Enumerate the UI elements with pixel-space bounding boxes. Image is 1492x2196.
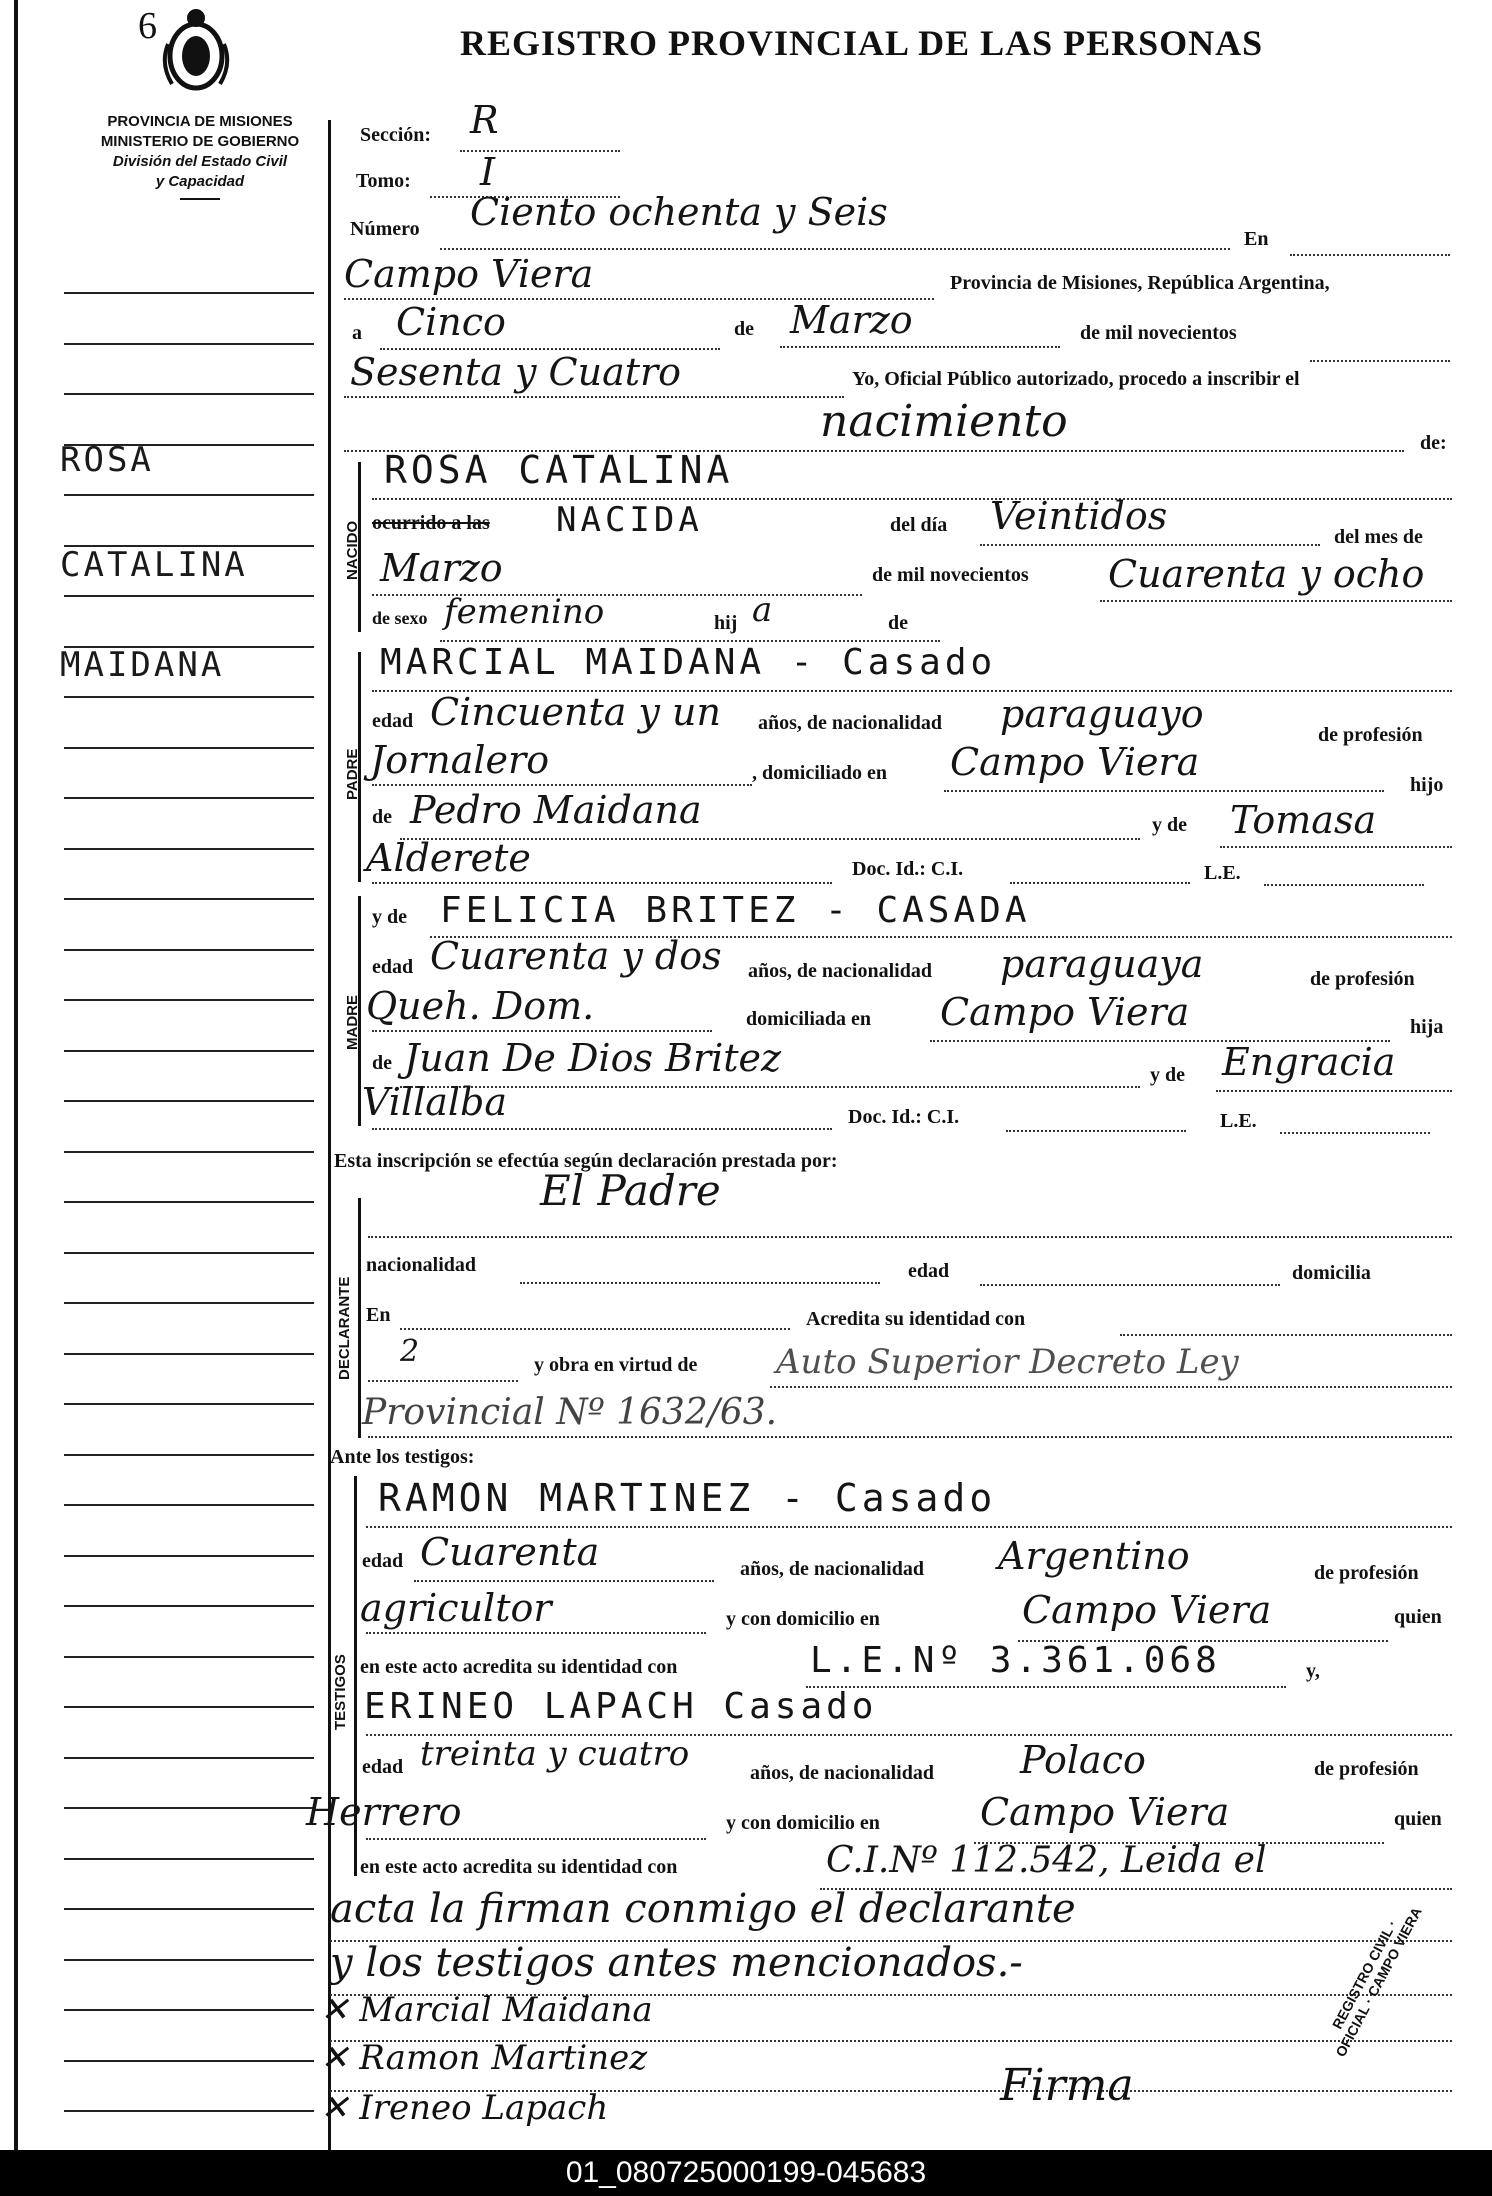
label-de-colon: de: [1420, 432, 1447, 454]
stub-line [64, 595, 314, 597]
label-en: En [1244, 228, 1269, 250]
value-declarante-obra: Auto Superior Decreto Ley [776, 1342, 1239, 1382]
label-madre-y-de: y de [372, 906, 407, 928]
value-cierre-1: acta la firman conmigo el declarante [330, 1886, 1076, 1932]
label-y-comma: y, [1306, 1660, 1320, 1682]
value-cierre-2: y los testigos antes mencionados.- [330, 1940, 1023, 1986]
value-madre-nacionalidad: paraguaya [1000, 942, 1204, 986]
stub-line [64, 494, 314, 496]
value-numero: Ciento ochenta y Seis [470, 190, 888, 234]
label-padre-le: L.E. [1204, 862, 1241, 884]
value-padre-madre-ap: Alderete [366, 836, 531, 880]
stub-line [64, 848, 314, 850]
issuer-line-3: División del Estado Civil [112, 153, 288, 170]
value-mes: Marzo [790, 298, 913, 342]
stub-line [64, 2110, 314, 2112]
label-t1-profesion: de profesión [1314, 1562, 1419, 1584]
line-madre-ci [1006, 1130, 1186, 1132]
stub-line [64, 2009, 314, 2011]
stub-line [64, 1757, 314, 1759]
line-dia-nac [980, 544, 1320, 546]
label-hijo: hijo [1410, 774, 1444, 796]
line-t1-profesion [366, 1632, 706, 1634]
line-t1-edad [414, 1580, 714, 1582]
stub-line [64, 343, 314, 345]
value-declarante: El Padre [540, 1166, 721, 1215]
value-tomo: I [480, 150, 496, 194]
label-padre-de: de [372, 806, 392, 828]
value-padre-profesion: Jornalero [370, 738, 550, 782]
signature-2-text: Ramon Martinez [359, 2038, 648, 2078]
line-t2-profesion [366, 1838, 706, 1840]
stub-line [64, 1201, 314, 1203]
line-decl-obra2 [368, 1436, 1452, 1438]
signature-oficial: Firma [1000, 2060, 1134, 2111]
value-ocurrido: NACIDA [556, 500, 703, 540]
signature-1-text: Marcial Maidana [359, 1990, 653, 2030]
line-madre-le [1280, 1132, 1430, 1134]
issuer-header [60, 112, 340, 200]
label-seccion: Sección: [360, 124, 432, 146]
label-t2-domicilio: y con domicilio en [726, 1812, 880, 1834]
stub-line [64, 393, 314, 395]
label-t2-profesion: de profesión [1314, 1758, 1419, 1780]
value-padre-padre: Pedro Maidana [410, 788, 702, 832]
line-mes [780, 346, 1060, 348]
line-madre-profesion [372, 1030, 712, 1032]
label-del-mes-de: del mes de [1334, 526, 1423, 548]
issuer-line-2: MINISTERIO DE GOBIERNO [100, 133, 300, 150]
value-madre-edad: Cuarenta y dos [430, 934, 722, 978]
value-testigo1-edad: Cuarenta [420, 1530, 600, 1574]
stub-line [64, 1100, 314, 1102]
line-testigo1-nombre [366, 1526, 1452, 1528]
issuer-line-4: y Capacidad [155, 173, 245, 190]
label-de-mil: de mil novecientos [1080, 322, 1237, 344]
label-yo-oficial: Yo, Oficial Público autorizado, procedo a inscribir el [852, 368, 1300, 390]
value-padre-madre: Tomasa [1230, 798, 1377, 842]
stub-line [64, 1555, 314, 1557]
stub-line [64, 1353, 314, 1355]
stub-name-1: ROSA [60, 440, 154, 480]
label-numero: Número [350, 218, 420, 240]
stub-line [64, 949, 314, 951]
line-madre-madre [1216, 1090, 1452, 1092]
value-padre-edad: Cincuenta y un [430, 690, 721, 734]
value-madre-madre: Engracia [1222, 1040, 1396, 1084]
label-provincia: Provincia de Misiones, República Argentina, [950, 272, 1330, 294]
value-padre-nombre: MARCIAL MAIDANA - Casado [380, 642, 997, 683]
section-nacido: NACIDO [344, 520, 361, 580]
label-t1-acto: en este acto acredita su identidad con [360, 1656, 678, 1678]
value-testigo2-nombre: ERINEO LAPACH Casado [364, 1686, 878, 1727]
line-declarante [368, 1236, 1452, 1238]
line-decl-edad [980, 1284, 1280, 1286]
value-testigo2-domicilio: Campo Viera [980, 1790, 1230, 1834]
label-de-mil-nac: de mil novecientos [872, 564, 1029, 586]
line-madre-madre-ap [372, 1128, 832, 1130]
value-testigo1-domicilio: Campo Viera [1022, 1588, 1272, 1632]
value-testigo1-nombre: RAMON MARTINEZ - Casado [378, 1476, 997, 1520]
line-mil [1310, 360, 1450, 362]
label-t2-anos-nac: años, de nacionalidad [750, 1762, 934, 1784]
value-mes-nac: Marzo [380, 546, 503, 590]
label-t1-quien: quien [1394, 1606, 1442, 1628]
value-testigo2-doc: C.I.Nº 112.542, Leida el [826, 1840, 1267, 1881]
issuer-line-1: PROVINCIA DE MISIONES [107, 113, 293, 130]
line-padre-domicilio [944, 790, 1384, 792]
stub-line [64, 1050, 314, 1052]
label-t1-anos-nac: años, de nacionalidad [740, 1558, 924, 1580]
line-decl-en [400, 1328, 790, 1330]
issuer-underline [180, 198, 220, 200]
value-sexo: femenino [444, 592, 605, 632]
stub-line [64, 1504, 314, 1506]
line-anio-nac [1100, 600, 1452, 602]
label-decl-en: En [366, 1304, 391, 1326]
value-madre-nombre: FELICIA BRITEZ - CASADA [440, 890, 1031, 931]
stub-line [64, 292, 314, 294]
signature-ireneo: ✕ Ireneo Lapach [320, 2088, 609, 2128]
stub-line [64, 747, 314, 749]
label-madre-domiciliada: domiciliada en [746, 1008, 872, 1030]
label-a: a [352, 322, 362, 344]
line-decl-obra [770, 1386, 1452, 1388]
value-testigo2-nacionalidad: Polaco [1020, 1738, 1146, 1782]
label-madre-doc: Doc. Id.: C.I. [848, 1106, 960, 1128]
value-anio-nac: Cuarenta y ocho [1108, 552, 1425, 596]
section-testigos: TESTIGOS [332, 1654, 349, 1730]
label-t1-domicilio: y con domicilio en [726, 1608, 880, 1630]
label-madre-le: L.E. [1220, 1110, 1257, 1132]
line-en [1290, 254, 1450, 256]
stub-line [64, 1706, 314, 1708]
file-id-footer: 01_080725000199-045683 [0, 2150, 1492, 2196]
label-ocurrido: ocurrido a las [372, 512, 490, 534]
label-padre-edad: edad [372, 710, 414, 732]
stub-line [64, 1908, 314, 1910]
stub-line [64, 898, 314, 900]
label-de-padres: de [888, 612, 908, 634]
value-acto: nacimiento [820, 396, 1068, 447]
page-left-border [14, 0, 18, 2150]
line-padre-le [1264, 884, 1424, 886]
signature-ramon: ✕ Ramon Martinez [320, 2038, 648, 2078]
value-hij-suffix: a [752, 590, 773, 630]
label-madre-edad: edad [372, 956, 414, 978]
value-testigo2-edad: treinta y cuatro [420, 1734, 690, 1774]
label-de-sexo: de sexo [372, 608, 428, 628]
line-decl-id [368, 1380, 518, 1382]
value-madre-padre: Juan De Dios Britez [404, 1036, 782, 1080]
value-nombre: ROSA CATALINA [384, 448, 734, 492]
stub-line [64, 797, 314, 799]
label-acredita: Acredita su identidad con [806, 1308, 1026, 1330]
stub-line [64, 1656, 314, 1658]
value-lugar: Campo Viera [344, 252, 594, 296]
value-dia: Cinco [396, 300, 506, 344]
official-stamp: REGISTRO CIVIL · OFICIAL · CAMPO VIERA [1328, 1904, 1425, 2060]
label-ante-testigos: Ante los testigos: [330, 1446, 475, 1468]
section-padre: PADRE [344, 748, 361, 800]
value-madre-madre-ap: Villalba [362, 1080, 508, 1124]
value-dia-nac: Veintidos [990, 494, 1168, 538]
line-nombre [372, 498, 1452, 500]
label-de-mes: de [734, 318, 754, 340]
value-padre-nacionalidad: paraguayo [1000, 692, 1204, 736]
value-declarante-obra2: Provincial Nº 1632/63. [362, 1392, 778, 1433]
stub-line [64, 1959, 314, 1961]
label-madre-anos-nac: años, de nacionalidad [748, 960, 932, 982]
declarante-bracket [358, 1198, 361, 1438]
label-del-dia: del día [890, 514, 948, 536]
label-madre-de: de [372, 1052, 392, 1074]
line-anio [344, 396, 844, 398]
stub-line [64, 1302, 314, 1304]
label-decl-edad: edad [908, 1260, 950, 1282]
stub-line [64, 1403, 314, 1405]
label-nacionalidad: nacionalidad [366, 1254, 477, 1276]
stub-line [64, 1252, 314, 1254]
value-madre-profesion: Queh. Dom. [366, 984, 595, 1028]
label-padre-anos-nac: años, de nacionalidad [758, 712, 942, 734]
stub-line [64, 1858, 314, 1860]
value-anio: Sesenta y Cuatro [350, 350, 682, 394]
section-declarante: DECLARANTE [336, 1276, 353, 1380]
label-t1-edad: edad [362, 1550, 404, 1572]
line-padre-ci [1010, 882, 1190, 884]
signature-3-text: Ireneo Lapach [359, 2088, 609, 2128]
stub-line [64, 1454, 314, 1456]
label-padre-doc: Doc. Id.: C.I. [852, 858, 964, 880]
label-padre-domiciliado: , domiciliado en [752, 762, 888, 784]
label-hij: hij [714, 612, 738, 634]
document-title: REGISTRO PROVINCIAL DE LAS PERSONAS [460, 23, 1264, 63]
label-t2-edad: edad [362, 1756, 404, 1778]
signature-marcial: ✕ Marcial Maidana [320, 1990, 653, 2030]
label-tomo: Tomo: [356, 170, 411, 192]
stub-line [64, 1807, 314, 1809]
line-acredita [1120, 1334, 1452, 1336]
label-madre-y-de-2: y de [1150, 1064, 1185, 1086]
value-testigo1-profesion: agricultor [360, 1586, 552, 1630]
label-madre-profesion: de profesión [1310, 968, 1415, 990]
value-seccion: R [470, 98, 499, 142]
label-esta-inscripcion: Esta inscripción se efectúa según declaración prestada por: [334, 1150, 838, 1172]
label-domicilia: domicilia [1292, 1262, 1371, 1284]
label-padre-y-de: y de [1152, 814, 1187, 836]
line-numero [440, 248, 1230, 250]
label-t2-quien: quien [1394, 1808, 1442, 1830]
value-testigo1-doc: L.E.Nº 3.361.068 [810, 1640, 1221, 1681]
label-t2-acto: en este acto acredita su identidad con [360, 1856, 678, 1878]
stub-line [64, 999, 314, 1001]
value-madre-domicilio: Campo Viera [940, 990, 1190, 1034]
line-padre-madre-ap [372, 882, 832, 884]
value-testigo1-nacionalidad: Argentino [998, 1534, 1190, 1578]
value-declarante-id: 2 [400, 1334, 420, 1369]
value-padre-domicilio: Campo Viera [950, 740, 1200, 784]
stub-line [64, 1151, 314, 1153]
stub-divider [328, 120, 331, 2150]
page-number: 6 [138, 5, 157, 47]
line-decl-nacionalidad [520, 1282, 880, 1284]
line-padre-profesion [372, 784, 752, 786]
stub-line [64, 696, 314, 698]
stub-name-3: MAIDANA [60, 645, 225, 685]
label-hija: hija [1410, 1016, 1444, 1038]
stub-line [64, 1605, 314, 1607]
stub-name-2: CATALINA [60, 545, 248, 585]
line-padre-madre [1220, 846, 1452, 848]
line-t1-doc [806, 1686, 1286, 1688]
label-y-obra: y obra en virtud de [534, 1354, 698, 1376]
line-madre-padre [400, 1086, 1140, 1088]
label-padre-profesion: de profesión [1318, 724, 1423, 746]
value-testigo2-profesion: Herrero [306, 1790, 462, 1834]
section-madre: MADRE [344, 995, 361, 1050]
coat-of-arms-icon [158, 4, 234, 98]
stub-line [64, 2060, 314, 2062]
